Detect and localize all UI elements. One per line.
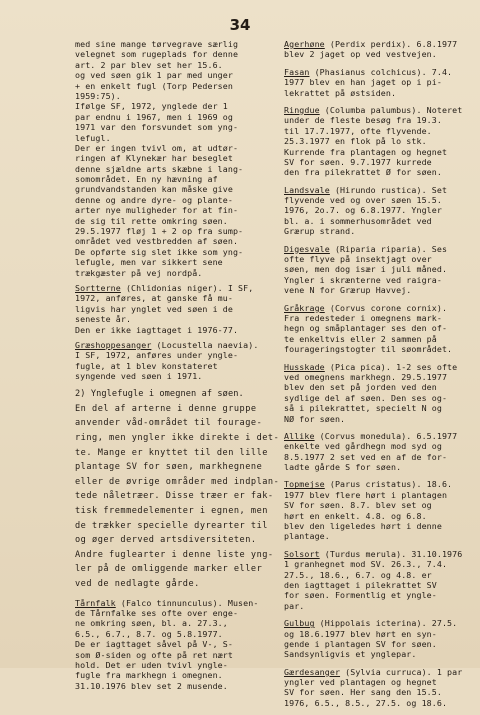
- text-line: trækgæster på vej nordpå.: [75, 267, 203, 278]
- species-name: Gulbug: [284, 618, 315, 629]
- species-entry-digesvale: [284, 244, 480, 296]
- text-line: 1 granhegnet mod SV. 26.3., 7.4.: [284, 559, 448, 570]
- species-entry-gaerdesanger: [284, 667, 480, 709]
- species-name: Gråkrage: [284, 302, 325, 313]
- section-paragraph: [75, 402, 280, 592]
- species-entry-husskade: [284, 362, 480, 424]
- entry-first-line: [284, 185, 480, 195]
- text-line: denne og andre dyre- og plante-: [75, 194, 233, 205]
- entry-first-line: [75, 283, 275, 293]
- text-line: bl. a. i sommerhusområdet ved: [284, 215, 432, 226]
- entry-text: (Sylvia curruca). 1 par: [340, 666, 463, 677]
- text-line: som Ø-siden og ofte på ret nært: [75, 649, 233, 660]
- text-line: De opførte sig slet ikke som yng-: [75, 246, 244, 257]
- text-line: sydlige del af søen. Den ses og-: [284, 392, 448, 403]
- text-line: lekrattet på østsiden.: [284, 87, 397, 98]
- species-name: Digesvale: [284, 243, 330, 254]
- species-name: Topmejse: [284, 479, 325, 490]
- intro-text: [75, 39, 275, 278]
- entry-text: (Corvus corone cornix).: [324, 302, 448, 313]
- text-line: Grærup strand.: [284, 226, 356, 237]
- entry-first-line: [284, 618, 480, 628]
- text-line: arter nye muligheder for at fin-: [75, 205, 239, 216]
- species-name: Fasan: [284, 66, 310, 77]
- text-line: eller de øvrige områder med indplan-: [75, 476, 280, 487]
- species-entry-ringdue: [284, 105, 480, 178]
- text-line: og ved søen gik 1 par med unger: [75, 70, 233, 81]
- text-line: grundvandstanden kan måske give: [75, 184, 233, 195]
- text-line: par.: [284, 600, 305, 611]
- text-line: vene N for Grærup Havvej.: [284, 285, 412, 296]
- entry-text: (Chlidonias niger). I SF,: [120, 282, 254, 293]
- species-name: Landsvale: [284, 184, 330, 195]
- text-line: + en enkelt fugl (Torp Pedersen: [75, 80, 233, 91]
- entry-first-line: [284, 549, 480, 559]
- species-entry-allike: [284, 431, 480, 473]
- species-entry-landsvale: [284, 185, 480, 237]
- entry-first-line: [284, 105, 480, 115]
- text-line: blev 2 jaget op ved vestvejen.: [284, 49, 437, 60]
- text-line: blev den set på jorden ved den: [284, 382, 437, 393]
- entry-text: (Phasianus colchicus). 7.4.: [309, 66, 453, 77]
- section-heading: 2) Ynglefugle i omegnen af søen.: [75, 388, 244, 399]
- text-line: tisk fremmedelementer i egnen, men: [75, 506, 268, 517]
- entry-first-line: [284, 67, 480, 77]
- text-line: 31.10.1976 blev set 2 musende.: [75, 680, 228, 691]
- text-line: ladte gårde S for søen.: [284, 462, 402, 473]
- text-line: hørt en enkelt. 4.8. og 6.8.: [284, 510, 427, 521]
- entry-first-line: [284, 244, 480, 254]
- text-line: Den er ikke iagttaget i 1976-77.: [75, 324, 239, 335]
- entry-text: (Locustella naevia).: [151, 339, 259, 350]
- text-line: Der er ingen tvivl om, at udtør-: [75, 142, 239, 153]
- text-line: plantage SV for søen, markhegnene: [75, 462, 263, 473]
- text-line: de Tårnfalke ses ofte over enge-: [75, 608, 239, 618]
- text-line: denne sjældne arts skæbne i lang-: [75, 163, 244, 174]
- text-line: og 18.6.1977 blev hørt en syn-: [284, 628, 437, 639]
- entry-text: (Corvus monedula). 6.5.1977: [314, 430, 458, 441]
- page-number: 34: [229, 16, 251, 34]
- text-line: fugle, at 1 blev konstateret: [75, 360, 218, 371]
- species-entry-sortterne: [75, 283, 275, 335]
- text-line: yngler ved plantagen og hegnet: [284, 677, 437, 688]
- species-entry-taarnfalk: [75, 598, 275, 692]
- species-entry-graeshoppesanger: [75, 340, 275, 382]
- text-line: art. 2 par blev set her 15.6.: [75, 59, 223, 70]
- entry-first-line: [284, 303, 480, 313]
- species-name: Solsort: [284, 548, 320, 559]
- text-line: anvender våd-området til fourage-: [75, 418, 263, 429]
- entry-first-line: [284, 431, 480, 441]
- left-column: [75, 39, 280, 696]
- text-line: velegnet som rugeplads for denne: [75, 49, 239, 60]
- text-line: blev den ligeledes hørt i denne: [284, 521, 442, 532]
- species-name: Græshoppesanger: [75, 339, 152, 350]
- text-line: 1977 blev en han jaget op i pi-: [284, 77, 442, 88]
- entry-text: (Pica pica). 1-2 ses ofte: [324, 361, 458, 372]
- species-entry-graakrage: [284, 303, 480, 355]
- text-line: området ved vestbredden af søen.: [75, 236, 239, 247]
- text-line: seneste år.: [75, 314, 132, 325]
- text-line: den fra pilekrattet Ø for søen.: [284, 167, 442, 178]
- text-line: hold. Det er uden tvivl yngle-: [75, 659, 228, 670]
- species-name: Agerhøne: [284, 39, 325, 49]
- entry-text: (Parus cristatus). 18.6.: [324, 479, 453, 490]
- species-entry-fasan: [284, 67, 480, 98]
- text-line: ofte flyve på insektjagt over: [284, 254, 432, 265]
- text-line: ring, men yngler ikke direkte i det-: [75, 433, 280, 444]
- text-line: til 17.7.1977, ofte flyvende.: [284, 125, 432, 136]
- text-line: SV for søen. Her sang den 15.5.: [284, 687, 442, 698]
- entry-first-line: [284, 667, 480, 677]
- text-line: 1976, 2o.7. og 6.8.1977. Yngler: [284, 205, 442, 216]
- text-line: syngende ved søen i 1971.: [75, 371, 203, 382]
- text-line: Sandsynligvis et ynglepar.: [284, 649, 417, 660]
- text-line: ved de nedlagte gårde.: [75, 579, 200, 590]
- text-line: ler på de omliggende marker eller: [75, 564, 263, 575]
- entry-first-line: [284, 479, 480, 489]
- entry-first-line: [75, 598, 275, 608]
- entry-text: (Hippolais icterina). 27.5.: [314, 618, 458, 629]
- text-line: ligvis har ynglet ved søen i de: [75, 303, 233, 314]
- text-line: de trækker specielle dyrearter til: [75, 520, 268, 531]
- text-line: 29.5.1977 fløj 1 + 2 op fra sump-: [75, 226, 244, 237]
- entry-first-line: [284, 39, 480, 49]
- text-line: lefugl.: [75, 132, 111, 143]
- text-line: 25.3.1977 en flok på lo stk.: [284, 136, 427, 147]
- text-line: ne omkring søen, bl. a. 27.3.,: [75, 618, 228, 629]
- species-entry-gulbug: [284, 618, 480, 660]
- text-line: ved omegnens markhegn. 29.5.1977: [284, 371, 448, 382]
- text-line: 6.5., 6.7., 8.7. og 5.8.1977.: [75, 628, 223, 639]
- species-name: Ringdue: [284, 104, 320, 115]
- text-line: flyvende ved og over søen 15.5.: [284, 195, 442, 206]
- text-line: for søen. Formentlig et yngle-: [284, 590, 437, 601]
- text-line: enkelte ved gårdhegn mod syd og: [284, 441, 442, 452]
- right-column: [284, 39, 480, 715]
- species-entry-solsort: [284, 549, 480, 611]
- text-line: 1971 var den forsvundet som yng-: [75, 122, 239, 133]
- entry-first-line: [284, 362, 480, 372]
- text-line: De er iagttaget såvel på V-, S-: [75, 639, 233, 650]
- species-name: Sortterne: [75, 282, 121, 293]
- text-line: SV for søen. 9.7.1977 kurrede: [284, 156, 432, 167]
- text-line: NØ for søen.: [284, 413, 346, 424]
- text-line: så i pilekrattet, specielt N og: [284, 403, 442, 414]
- text-line: og øger derved artsdiversiteten.: [75, 535, 257, 546]
- text-line: 1976, 6.5., 8.5., 27.5. og 18.6.: [284, 697, 448, 708]
- text-line: søen, men dog især i juli måned.: [284, 264, 448, 275]
- entry-text: (Hirundo rustica). Set: [329, 184, 448, 195]
- entry-text: (Turdus merula). 31.10.1976: [319, 548, 463, 559]
- text-line: Fra redesteder i omegnens mark-: [284, 312, 442, 323]
- text-line: 1977 blev flere hørt i plantagen: [284, 489, 448, 500]
- text-line: 27.5., 18.6., 6.7. og 4.8. er: [284, 569, 432, 580]
- text-line: fugle fra markhegn i omegnen.: [75, 670, 223, 681]
- text-line: fourageringstogter til søområdet.: [284, 344, 453, 355]
- text-line: I SF, 1972, anføres under yngle-: [75, 350, 239, 361]
- text-line: SV for søen. 8.7. blev set og: [284, 500, 432, 511]
- text-line: ringen af Klynekær har beseglet: [75, 153, 233, 164]
- text-line: tede nåletræer. Disse træer er fak-: [75, 491, 274, 502]
- entry-first-line: [75, 340, 275, 350]
- text-line: hegn og småplantager ses den of-: [284, 323, 448, 334]
- text-line: te enkeltvis eller 2 sammen på: [284, 333, 437, 344]
- text-line: lefugle, men var sikkert sene: [75, 257, 223, 268]
- text-line: par endnu i 1967, men i 1969 og: [75, 111, 233, 122]
- text-line: de sig til rette omkring søen.: [75, 215, 228, 226]
- entry-text: (Perdix perdix). 6.8.1977: [324, 39, 458, 49]
- text-line: 8.5.1977 2 set ved en af de for-: [284, 451, 448, 462]
- text-line: somområdet. En ny hævning af: [75, 174, 218, 185]
- species-name: Husskade: [284, 361, 325, 372]
- text-line: 1972, anføres, at ganske få mu-: [75, 293, 233, 304]
- species-entry-agerhoene: [284, 39, 480, 60]
- text-line: te. Mange er knyttet til den lille: [75, 447, 268, 458]
- text-line: Andre fuglearter i denne liste yng-: [75, 549, 274, 560]
- species-name: Tårnfalk: [75, 597, 116, 608]
- species-name: Gærdesanger: [284, 666, 341, 677]
- entry-text: (Falco tinnunculus). Musen-: [115, 597, 259, 608]
- text-line: plantage.: [284, 531, 330, 542]
- species-name: Allike: [284, 430, 315, 441]
- text-line: Yngler i skrænterne ved raigra-: [284, 274, 442, 285]
- text-line: Ifølge SF, 1972, ynglede der 1: [75, 101, 228, 112]
- text-line: Kurrende fra plantagen og hegnet: [284, 146, 448, 157]
- text-line: gende i plantagen SV for søen.: [284, 638, 437, 649]
- text-line: den iagttaget i pilekrattet SV: [284, 579, 437, 590]
- species-entry-topmejse: [284, 479, 480, 541]
- text-line: med sine mange tørvegrave særlig: [75, 39, 239, 49]
- text-line: under de fleste besøg fra 19.3.: [284, 115, 442, 126]
- text-line: 1959:75).: [75, 90, 121, 101]
- text-line: En del af arterne i denne gruppe: [75, 403, 257, 414]
- entry-text: (Columba palumbus). Noteret: [319, 104, 463, 115]
- entry-text: (Riparia riparia). Ses: [329, 243, 448, 254]
